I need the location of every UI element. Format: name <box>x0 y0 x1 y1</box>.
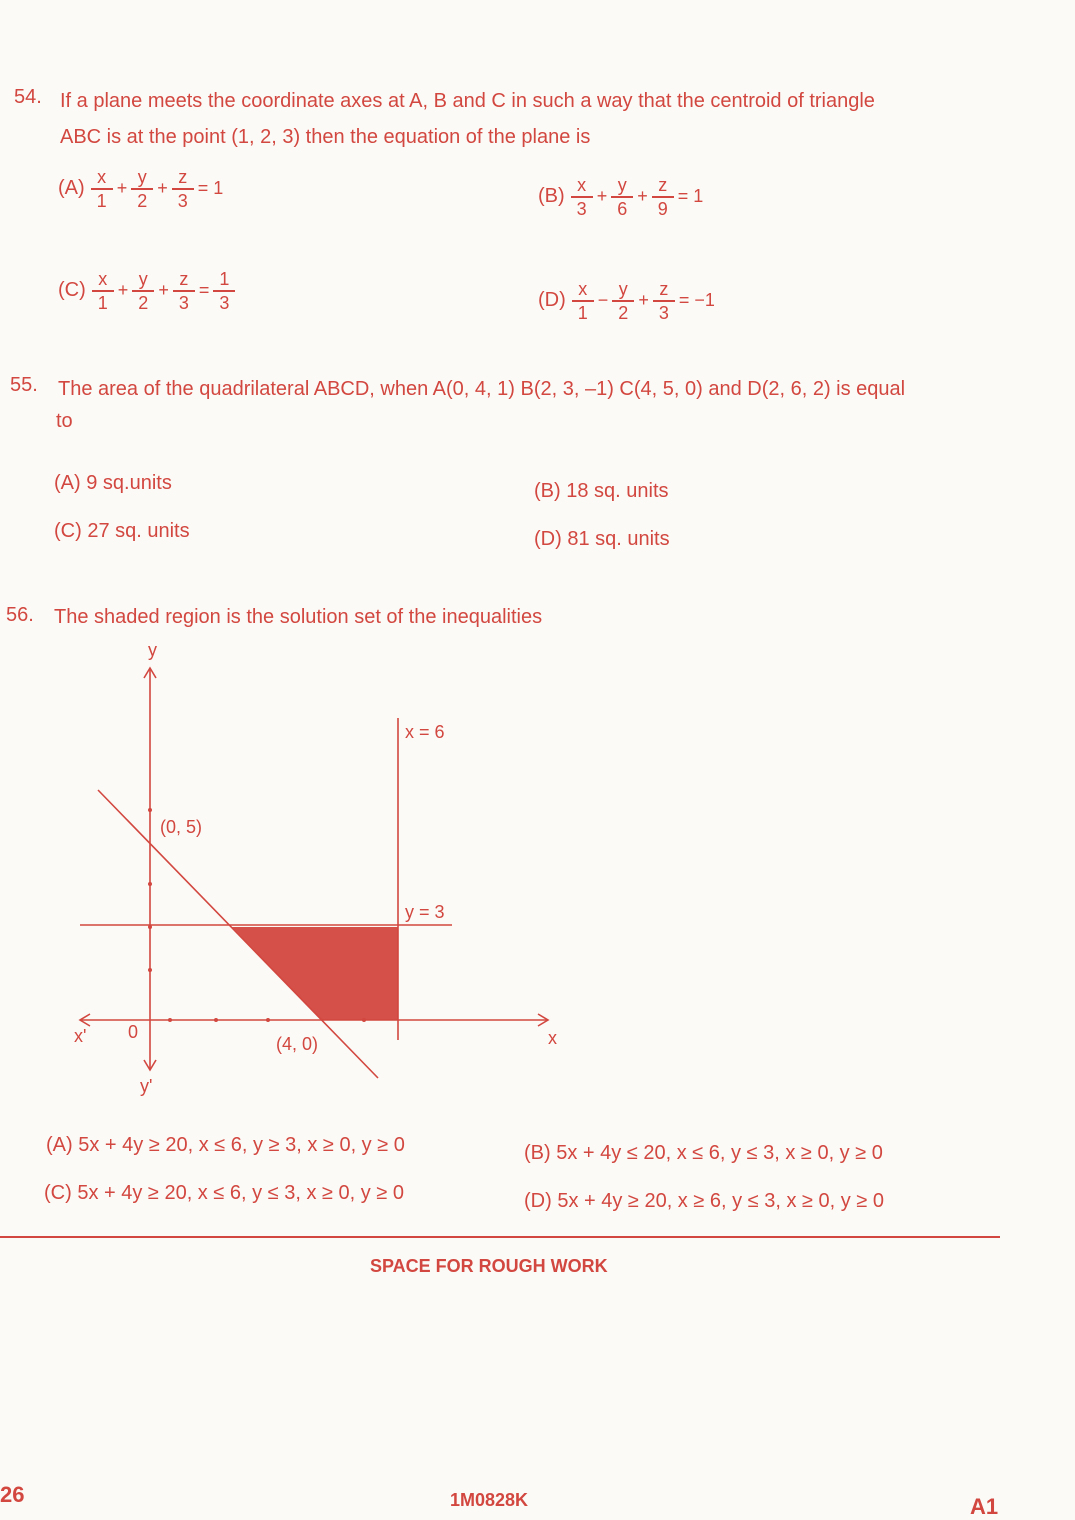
denominator: 3 <box>658 302 669 323</box>
y-neg-axis-label: y' <box>140 1076 153 1096</box>
x-neg-axis-label: x' <box>74 1026 87 1046</box>
operator: − <box>597 290 609 311</box>
option-a[interactable]: (A) 9 sq.units <box>54 472 172 494</box>
question-number: 56. <box>6 604 34 626</box>
point-0-5-label: (0, 5) <box>160 817 203 837</box>
shaded-region <box>232 927 398 1020</box>
denominator: 1 <box>577 302 588 323</box>
equals-rhs: = <box>198 280 210 301</box>
equals-rhs: = −1 <box>678 290 715 311</box>
numerator: z <box>178 167 188 187</box>
booklet-code: 1M0828K <box>450 1490 529 1510</box>
option-c[interactable]: (C) 27 sq. units <box>54 520 190 542</box>
question-number: 55. <box>10 374 38 396</box>
option-d[interactable]: (D) 5x + 4y ≥ 20, x ≥ 6, y ≤ 3, x ≥ 0, y ≥ 0 <box>524 1190 884 1212</box>
numerator: x <box>577 175 587 195</box>
question-text-line-2: to <box>56 410 73 432</box>
numerator: y <box>137 167 147 187</box>
denominator: 1 <box>97 292 108 313</box>
denominator: 3 <box>576 198 587 219</box>
numerator: x <box>98 269 108 289</box>
operator: + <box>117 280 129 301</box>
point-4-0-label: (4, 0) <box>276 1034 319 1054</box>
operator: + <box>596 186 608 207</box>
question-number: 54. <box>14 86 42 108</box>
denominator: 9 <box>657 198 668 219</box>
numerator: x <box>578 279 588 299</box>
operator: + <box>116 178 128 199</box>
numerator: z <box>179 269 189 289</box>
origin-label: 0 <box>128 1022 139 1042</box>
operator: + <box>157 178 168 199</box>
question-text-line-1: If a plane meets the coordinate axes at A, B and C in such a way that the centroid of triangle <box>60 90 875 112</box>
option-d[interactable]: (D) 81 sq. units <box>534 528 670 550</box>
operator: + <box>637 186 648 207</box>
option-label: (B) <box>538 185 565 208</box>
option-label: (D) <box>538 289 566 312</box>
question-text-line-1: The area of the quadrilateral ABCD, when A(0, 4, 1) B(2, 3, –1) C(4, 5, 0) and D(2, 6, 2) is equal <box>58 378 906 400</box>
denominator: 1 <box>96 190 107 211</box>
line-y3-label: y = 3 <box>405 902 445 922</box>
option-a[interactable]: (A) 5x + 4y ≥ 20, x ≤ 6, y ≥ 3, x ≥ 0, y ≥ 0 <box>46 1134 405 1156</box>
option-b[interactable]: (B) 5x + 4y ≤ 20, x ≤ 6, y ≤ 3, x ≥ 0, y ≥ 0 <box>524 1142 883 1164</box>
question-text-line-2: ABC is at the point (1, 2, 3) then the equation of the plane is <box>60 126 591 148</box>
denominator: 3 <box>177 190 188 211</box>
y-axis-label: y <box>148 640 157 660</box>
option-label: (C) <box>58 279 86 302</box>
option-b[interactable]: (B) 18 sq. units <box>534 480 669 502</box>
denominator: 2 <box>138 292 149 313</box>
numerator: z <box>659 279 669 299</box>
denominator: 3 <box>219 292 230 313</box>
option-c[interactable]: (C) 5x + 4y ≥ 20, x ≤ 6, y ≤ 3, x ≥ 0, y ≥ 0 <box>44 1182 404 1204</box>
denominator: 3 <box>178 292 189 313</box>
equals-rhs: = 1 <box>677 186 704 207</box>
operator: + <box>638 290 649 311</box>
page-number: 26 <box>0 1482 25 1507</box>
line-x6-label: x = 6 <box>405 722 445 742</box>
option-label: (A) <box>58 177 85 200</box>
x-axis-label: x <box>548 1028 557 1048</box>
numerator: x <box>97 167 107 187</box>
series-code: A1 <box>970 1494 999 1519</box>
rough-work-heading: SPACE FOR ROUGH WORK <box>370 1256 608 1276</box>
numerator: y <box>618 279 628 299</box>
numerator: z <box>658 175 668 195</box>
numerator: y <box>138 269 148 289</box>
denominator: 2 <box>618 302 629 323</box>
operator: + <box>158 280 169 301</box>
numerator: y <box>617 175 627 195</box>
denominator: 2 <box>137 190 148 211</box>
equals-rhs: = 1 <box>197 178 224 199</box>
numerator: 1 <box>219 269 230 289</box>
footer-divider <box>0 1236 1000 1238</box>
denominator: 6 <box>617 198 628 219</box>
question-text: The shaded region is the solution set of the inequalities <box>54 606 543 628</box>
